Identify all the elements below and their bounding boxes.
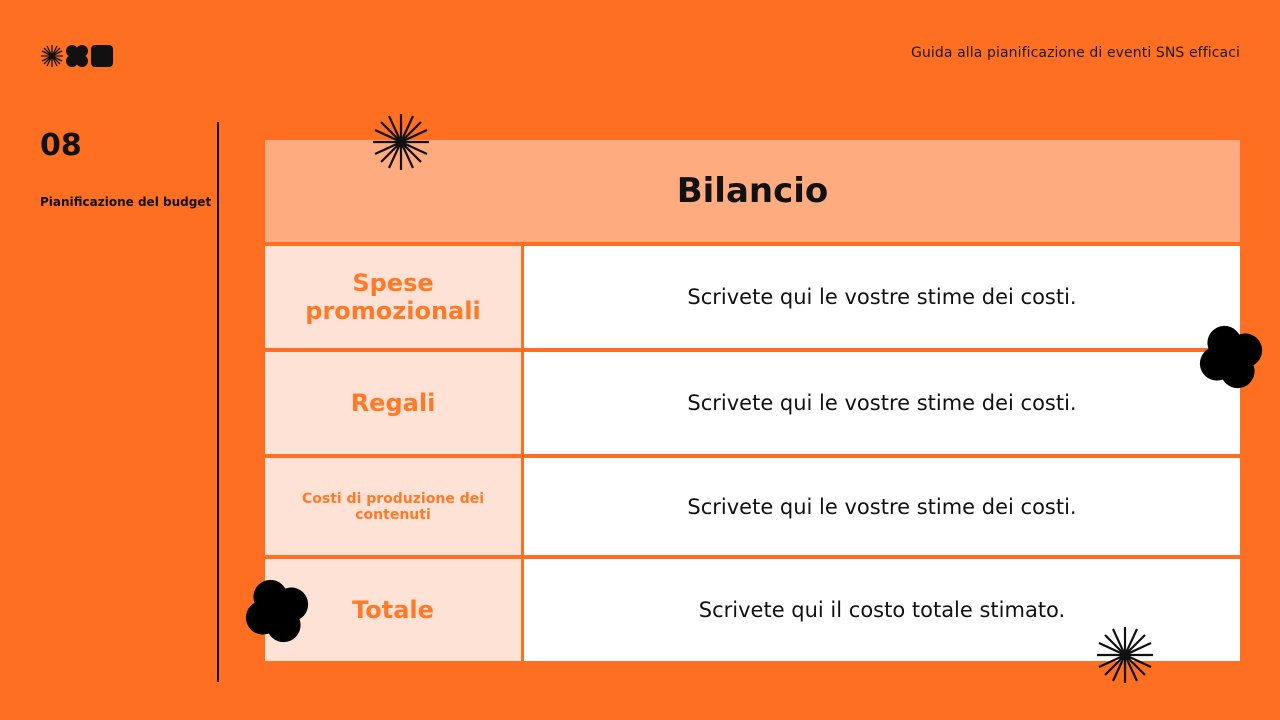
- starburst-icon: [40, 44, 64, 68]
- document-title: Guida alla pianificazione di eventi SNS efficaci: [910, 45, 1240, 61]
- flower-icon: [244, 578, 310, 644]
- row-label: Spese promozionali: [265, 246, 524, 348]
- flower-icon: [65, 44, 89, 68]
- table-row: [265, 246, 1240, 348]
- table-row: [265, 559, 1240, 661]
- brand-logo: [40, 44, 114, 68]
- budget-table: [265, 140, 1240, 661]
- row-label: Totale: [265, 559, 524, 661]
- vertical-divider: [217, 122, 219, 682]
- row-value[interactable]: Scrivete qui le vostre stime dei costi.: [524, 246, 1240, 348]
- starburst-icon: [1096, 626, 1154, 684]
- starburst-icon: [372, 113, 430, 171]
- table-row: [265, 352, 1240, 454]
- row-label: Regali: [265, 352, 524, 454]
- row-value[interactable]: Scrivete qui il costo totale stimato.: [524, 559, 1240, 661]
- row-value[interactable]: Scrivete qui le vostre stime dei costi.: [524, 352, 1240, 454]
- section-number: 08: [40, 128, 82, 163]
- rounded-square-icon: [90, 44, 114, 68]
- table-row: [265, 458, 1240, 555]
- row-label: Costi di produzione dei contenuti: [265, 458, 524, 555]
- flower-icon: [1198, 324, 1264, 390]
- section-label: Pianificazione del budget: [40, 195, 212, 209]
- table-title: Bilancio: [265, 140, 1240, 242]
- row-value[interactable]: Scrivete qui le vostre stime dei costi.: [524, 458, 1240, 555]
